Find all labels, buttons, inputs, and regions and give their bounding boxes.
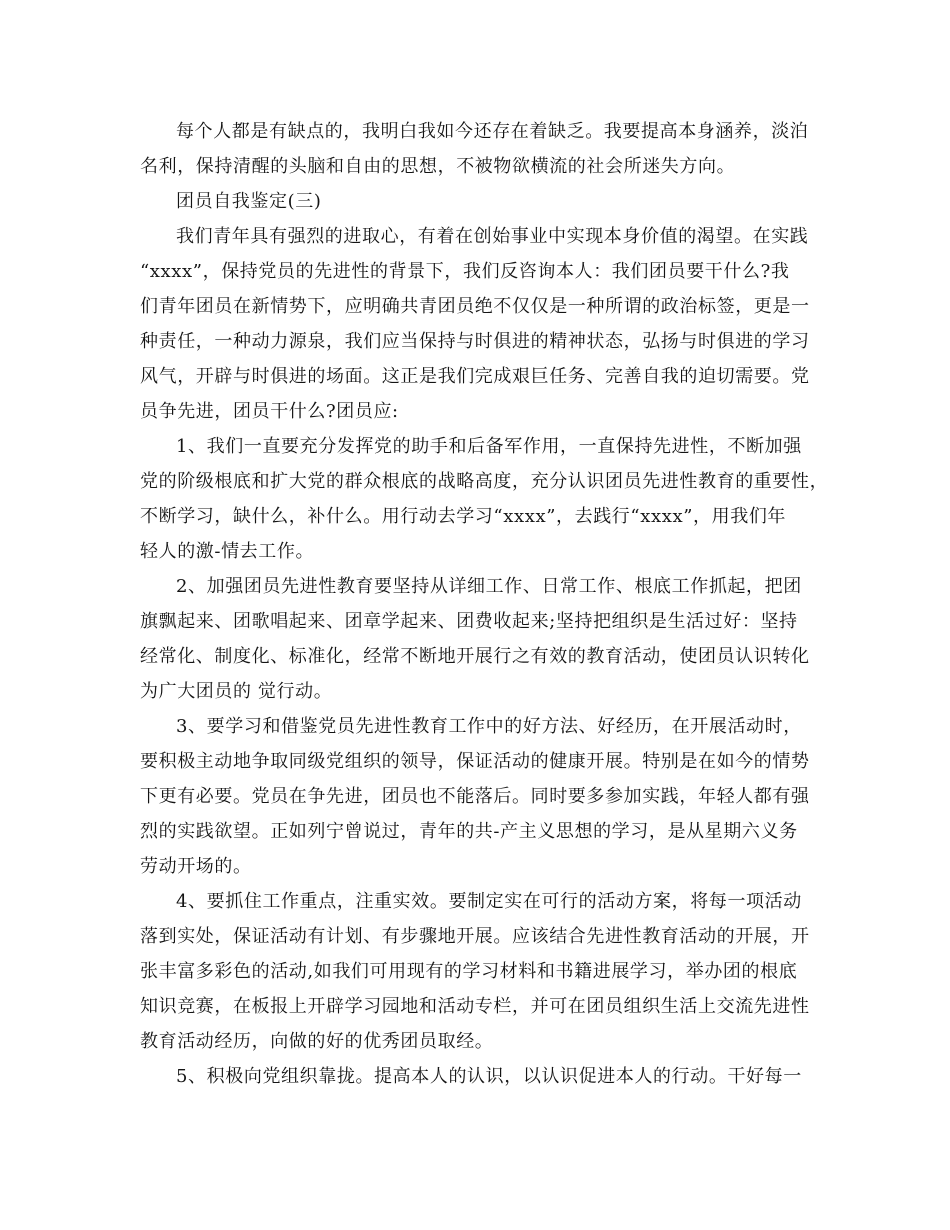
paragraph [140,184,820,219]
text-line: 3、要学习和借鉴党员先进性教育工作中的好方法、好经历，在开展活动时， [176,716,802,737]
text-line: “xxxx”，保持党员的先进性的背景下，我们反咨询本人：我们团员要干什么?我 [140,261,790,282]
text-line: 我们青年具有强烈的进取心，有着在创始事业中实现本身价值的渴望。在实践 [176,226,809,247]
text-line: 风气，开辟与时俱进的场面。这正是我们完成艰巨任务、完善自我的迫切需要。党 [140,366,810,387]
text-line: 为广大团员的 觉行动。 [140,681,333,702]
paragraph [140,884,820,1059]
text-line: 轻人的激-情去工作。 [140,541,315,562]
text-line: 每个人都是有缺点的，我明白我如今还存在着缺乏。我要提高本身涵养，淡泊 [176,121,809,142]
text-line: 知识竞赛，在板报上开辟学习园地和活动专栏，并可在团员组织生活上交流先进性 [140,996,810,1017]
text-line: 经常化、制度化、标准化，经常不断地开展行之有效的教育活动，使团员认识转化 [140,646,810,667]
text-line: 名利，保持清醒的头脑和自由的思想，不被物欲横流的社会所迷失方向。 [140,156,736,177]
text-line: 党的阶级根底和扩大党的群众根底的战略高度，充分认识团员先进性教育的重要性， [140,471,829,492]
text-line: 1、我们一直要充分发挥党的助手和后备军作用，一直保持先进性，不断加强 [176,436,802,457]
text-line: 团员自我鉴定(三) [176,191,322,212]
text-line: 们青年团员在新情势下，应明确共青团员绝不仅仅是一种所谓的政治标签，更是一 [140,296,810,317]
text-line: 员争先进，团员干什么?团员应: [140,401,399,422]
paragraph [140,114,820,184]
text-line: 种责任，一种动力源泉，我们应当保持与时俱进的精神状态，弘扬与时俱进的学习 [140,331,810,352]
text-line: 要积极主动地争取同级党组织的领导，保证活动的健康开展。特别是在如今的情势 [140,751,810,772]
text-line: 烈的实践欲望。正如列宁曾说过，青年的共-产主义思想的学习，是从星期六义务 [140,821,798,842]
text-line: 劳动开场的。 [140,856,252,877]
text-line: 不断学习，缺什么，补什么。用行动去学习“xxxx”，去践行“xxxx”，用我们年 [140,506,787,527]
paragraph [140,709,820,884]
document-body [140,114,829,1094]
text-line: 2、加强团员先进性教育要坚持从详细工作、日常工作、根底工作抓起，把团 [176,576,802,597]
text-line: 教育活动经历，向做的好的优秀团员取经。 [140,1031,494,1052]
text-line: 落到实处，保证活动有计划、有步骤地开展。应该结合先进性教育活动的开展，开 [140,926,810,947]
text-line: 4、要抓住工作重点，注重实效。要制定实在可行的活动方案，将每一项活动 [176,891,802,912]
paragraph [140,429,829,569]
text-line: 下更有必要。党员在争先进，团员也不能落后。同时要多参加实践，年轻人都有强 [140,786,810,807]
text-line: 5、积极向党组织靠拢。提高本人的认识，以认识促进本人的行动。干好每一 [176,1066,802,1087]
paragraph [140,219,820,429]
text-line: 旗飘起来、团歌唱起来、团章学起来、团费收起来;坚持把组织是生活过好：坚持 [140,611,798,632]
paragraph [140,1059,820,1094]
paragraph [140,569,820,709]
text-line: 张丰富多彩色的活动,如我们可用现有的学习材料和书籍进展学习，举办团的根底 [140,961,798,982]
